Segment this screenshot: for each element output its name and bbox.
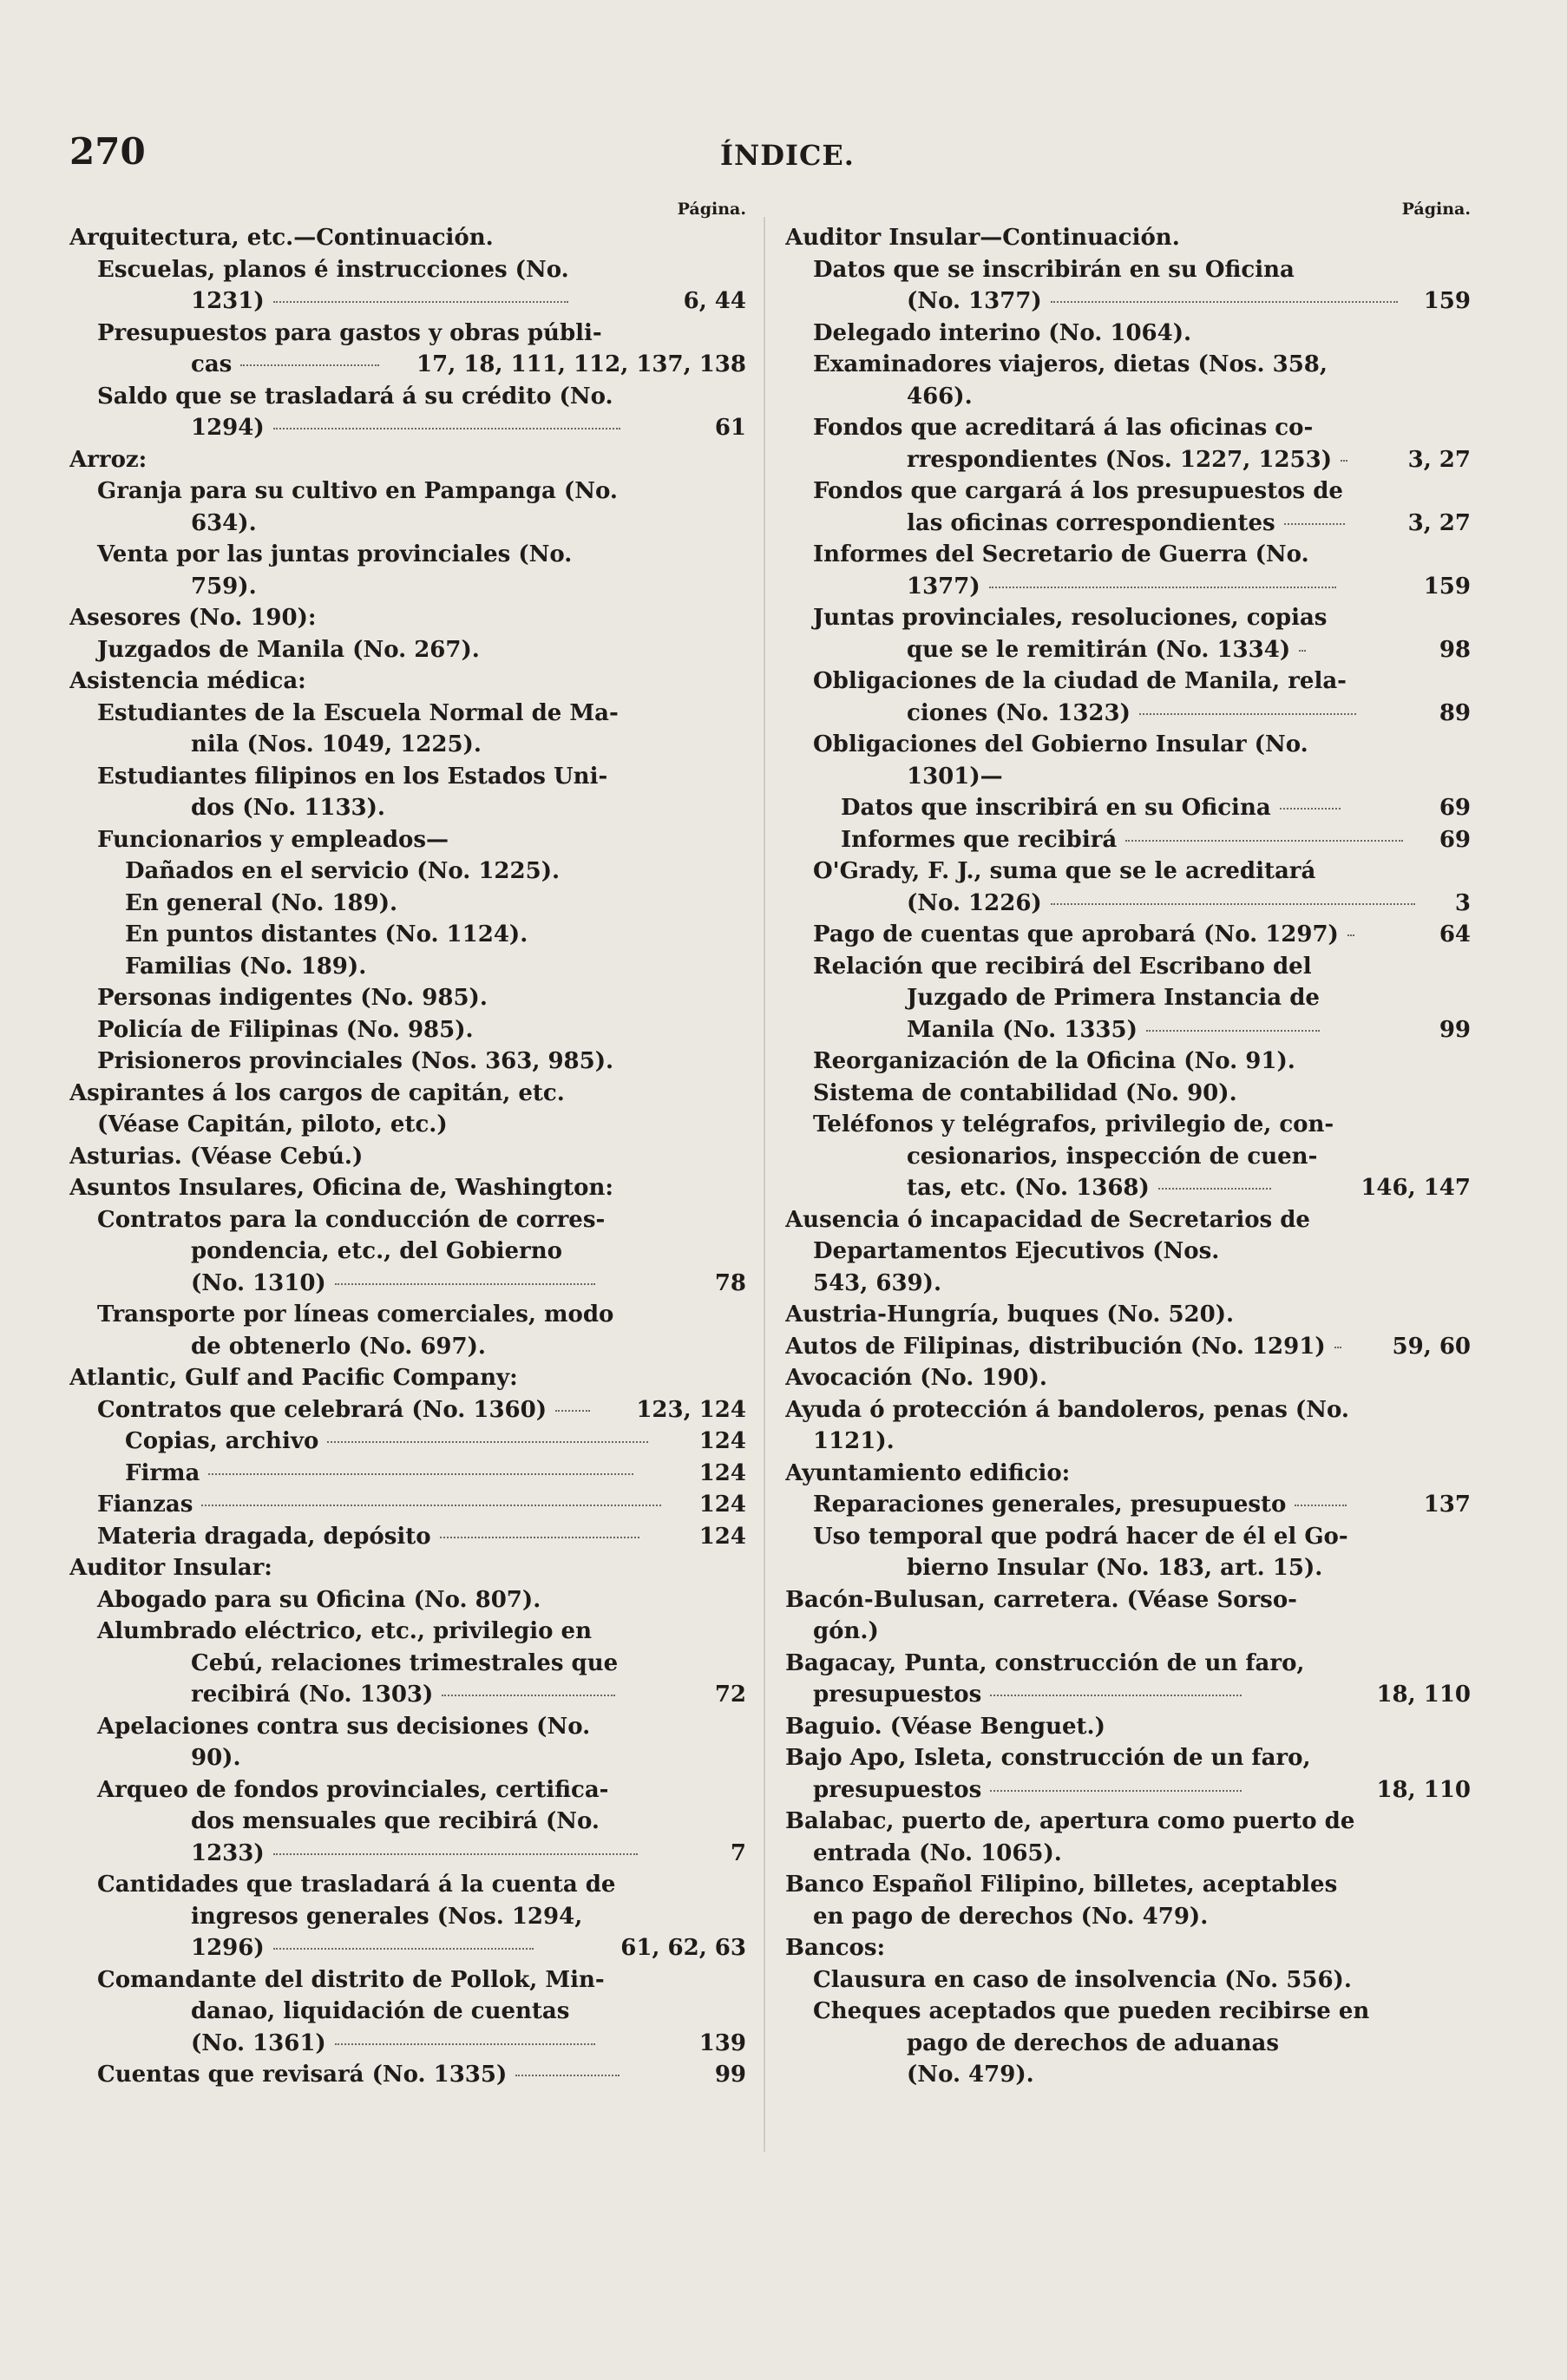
leader-dots <box>327 1441 648 1443</box>
entry-continuation: (No. 1361) <box>69 2028 746 2060</box>
entry-text: Datos que inscribirá en su Oficina <box>785 792 1471 824</box>
index-entry <box>69 982 746 1014</box>
index-entry <box>785 475 1471 539</box>
entry-text: Bacón-Bulusan, carretera. (Véase Sorso- <box>785 1586 1297 1613</box>
entry-text: Examinadores viajeros, dietas (Nos. 358, <box>813 351 1328 377</box>
index-entry <box>785 1648 1471 1711</box>
entry-text: Uso temporal que podrá hacer de él el Go- <box>813 1523 1348 1550</box>
entry-text: Materia dragada, depósito <box>69 1521 746 1553</box>
entry-continuation: en pago de derechos (No. 479). <box>813 1903 1209 1930</box>
entry-text: Presupuestos para gastos y obras públi- <box>97 319 602 346</box>
page-refs: 124 <box>698 1523 746 1550</box>
entry-continuation: 543, 639). <box>813 1269 942 1296</box>
entry-text: Ausencia ó incapacidad de Secretarios de <box>785 1206 1310 1233</box>
entry-text: Juzgados de Manila (No. 267). <box>97 636 480 663</box>
entry-continuation: 466). <box>907 383 973 410</box>
entry-text: Bagacay, Punta, construcción de un faro, <box>785 1649 1305 1676</box>
entry-continuation: gón.) <box>813 1618 879 1644</box>
entry-continuation: (No. 1310) <box>69 1268 746 1300</box>
leader-dots <box>442 1695 615 1696</box>
entry-text: Saldo que se trasladará á su crédito (No. <box>97 383 613 410</box>
entry-continuation: 1121). <box>813 1428 895 1454</box>
entry-text: Juntas provinciales, resoluciones, copias <box>813 605 1328 631</box>
page-refs: 78 <box>714 1269 746 1296</box>
entry-text: Asuntos Insulares, Oficina de, Washington: <box>69 1175 613 1201</box>
index-entry <box>785 222 1471 254</box>
entry-text: Firma <box>69 1458 746 1490</box>
leader-dots <box>335 2043 595 2045</box>
entry-continuation: nila (Nos. 1049, 1225). <box>191 731 482 757</box>
leader-dots <box>1347 934 1354 936</box>
leader-dots <box>1051 301 1398 303</box>
entry-text: Policía de Filipinas (No. 985). <box>97 1016 474 1043</box>
page-refs: 64 <box>1439 921 1471 947</box>
page-refs: 123, 124 <box>636 1396 746 1423</box>
entry-continuation: Cebú, relaciones trimestrales que <box>191 1649 619 1676</box>
index-entry <box>69 665 746 698</box>
page-refs: 6, 44 <box>683 288 746 314</box>
entry-text: Asistencia médica: <box>69 668 306 694</box>
entry-text: Contratos que celebrará (No. 1360) <box>69 1394 746 1426</box>
column-divider <box>764 217 765 2152</box>
leader-dots <box>273 1853 638 1855</box>
entry-continuation: pondencia, etc., del Gobierno <box>191 1238 562 1264</box>
index-entry <box>785 1489 1471 1521</box>
index-entry <box>69 475 746 539</box>
left-entries <box>69 222 746 2091</box>
running-head: ÍNDICE. <box>720 139 855 172</box>
index-entry <box>69 1046 746 1078</box>
entry-continuation: recibirá (No. 1303) <box>69 1679 746 1711</box>
entry-continuation: (No. 479). <box>907 2062 1034 2088</box>
page-refs: 7 <box>730 1839 746 1866</box>
index-entry <box>785 1711 1471 1743</box>
entry-text: Asturias. (Véase Cebú.) <box>69 1143 364 1170</box>
index-entry <box>785 951 1471 1046</box>
entry-text: Balabac, puerto de, apertura como puerto de <box>785 1808 1355 1834</box>
page-refs: 159 <box>1423 573 1471 600</box>
entry-continuation: (Véase Capitán, piloto, etc.) <box>97 1111 448 1138</box>
leader-dots <box>1139 713 1356 715</box>
page-number: 270 <box>69 130 146 173</box>
entry-text: Atlantic, Gulf and Pacific Company: <box>69 1365 518 1391</box>
index-entry <box>785 1109 1471 1204</box>
leader-dots <box>990 1695 1242 1696</box>
entry-continuation: 1296) <box>69 1932 746 1964</box>
entry-text: Granja para su cultivo en Pampanga (No. <box>97 478 618 504</box>
entry-text: Bajo Apo, Isleta, construcción de un faro, <box>785 1745 1311 1771</box>
page-refs: 3, 27 <box>1407 509 1471 536</box>
index-entry <box>785 792 1471 824</box>
index-entry <box>69 1584 746 1616</box>
entry-text: Cheques aceptados que pueden recibirse en <box>813 1998 1370 2024</box>
entry-text: Venta por las juntas provinciales (No. <box>97 541 573 567</box>
leader-dots <box>1146 1030 1320 1032</box>
entry-continuation: de obtenerlo (No. 697). <box>191 1333 486 1360</box>
page-refs: 124 <box>698 1459 746 1486</box>
entry-text: Alumbrado eléctrico, etc., privilegio en <box>97 1618 593 1644</box>
entry-text: Auditor Insular: <box>69 1555 272 1581</box>
index-entry <box>785 318 1471 350</box>
index-entry <box>69 1362 746 1394</box>
entry-continuation: danao, liquidación de cuentas <box>191 1998 570 2024</box>
entry-text: Copias, archivo <box>69 1426 746 1458</box>
entry-text: Delegado interino (No. 1064). <box>813 319 1192 346</box>
entry-continuation: presupuestos <box>785 1679 1471 1711</box>
index-entry <box>785 412 1471 475</box>
index-entry <box>785 1362 1471 1394</box>
entry-continuation: 1377) <box>785 571 1471 603</box>
entry-continuation: pago de derechos de aduanas <box>907 2029 1280 2056</box>
entry-text: Auditor Insular—Continuación. <box>785 225 1180 251</box>
leader-dots <box>515 2075 620 2076</box>
entry-text: Dañados en el servicio (No. 1225). <box>125 858 561 884</box>
entry-text: Estudiantes de la Escuela Normal de Ma- <box>97 699 619 726</box>
index-entry <box>69 856 746 888</box>
index-entry <box>785 1742 1471 1806</box>
index-entry <box>785 1299 1471 1331</box>
entry-text: Relación que recibirá del Escribano del <box>813 953 1312 980</box>
index-entry <box>69 1521 746 1553</box>
left-column <box>69 196 746 2091</box>
page-refs: 3 <box>1454 889 1471 916</box>
index-entry <box>69 1616 746 1711</box>
leader-dots <box>273 1948 534 1950</box>
entry-continuation: tas, etc. (No. 1368) <box>785 1172 1471 1204</box>
page-refs: 59, 60 <box>1392 1333 1471 1360</box>
leader-dots <box>1051 903 1415 905</box>
entry-continuation: presupuestos <box>785 1774 1471 1806</box>
leader-dots <box>1125 840 1403 842</box>
entry-text: Arqueo de fondos provinciales, certifica- <box>97 1776 609 1803</box>
index-entry <box>69 1204 746 1300</box>
index-entry <box>785 1964 1471 1996</box>
entry-text: Ayuda ó protección á bandoleros, penas (No. <box>785 1396 1349 1423</box>
leader-dots <box>440 1537 639 1538</box>
index-entry <box>69 951 746 983</box>
leader-dots <box>273 428 620 429</box>
entry-continuation: entrada (No. 1065). <box>813 1839 1062 1866</box>
entry-text: Avocación (No. 190). <box>785 1365 1047 1391</box>
page-refs: 3, 27 <box>1407 446 1471 473</box>
entry-continuation: 1301)— <box>907 763 1003 790</box>
leader-dots <box>990 1790 1242 1792</box>
index-entry <box>69 1078 746 1141</box>
entry-continuation: (No. 1377) <box>785 285 1471 318</box>
index-entry <box>69 602 746 634</box>
entry-text: Baguio. (Véase Benguet.) <box>785 1713 1105 1740</box>
page-refs: 17, 18, 111, 112, 137, 138 <box>416 351 746 377</box>
index-entry <box>69 1394 746 1426</box>
index-entry <box>69 634 746 666</box>
index-entry <box>785 349 1471 412</box>
entry-text: En puntos distantes (No. 1124). <box>125 921 528 947</box>
index-entry <box>69 698 746 761</box>
entry-text: Estudiantes filipinos en los Estados Uni- <box>97 763 608 790</box>
page-refs: 146, 147 <box>1360 1175 1471 1201</box>
leader-dots <box>335 1283 595 1285</box>
leader-dots <box>201 1505 661 1506</box>
entry-text: Bancos: <box>785 1935 886 1961</box>
index-entry <box>69 1774 746 1870</box>
entry-text: Informes que recibirá <box>785 824 1471 856</box>
index-entry <box>785 1996 1471 2091</box>
entry-continuation: ingresos generales (Nos. 1294, <box>191 1903 583 1930</box>
entry-continuation: Manila (No. 1335) <box>785 1014 1471 1046</box>
index-entry <box>785 856 1471 919</box>
index-entry <box>69 1172 746 1204</box>
index-entry <box>69 1014 746 1046</box>
index-entry <box>785 1584 1471 1648</box>
page-refs: 99 <box>714 2062 746 2088</box>
index-entry <box>785 1204 1471 1300</box>
entry-continuation: Juzgado de Primera Instancia de <box>907 985 1320 1011</box>
page-refs: 137 <box>1423 1492 1471 1518</box>
page-refs: 61 <box>714 415 746 441</box>
entry-text: Obligaciones del Gobierno Insular (No. <box>813 731 1308 757</box>
leader-dots <box>273 301 568 303</box>
leader-dots <box>555 1410 590 1412</box>
entry-continuation: las oficinas correspondientes <box>785 508 1471 540</box>
entry-text: Cuentas que revisará (No. 1335) <box>69 2059 746 2091</box>
entry-text: O'Grady, F. J., suma que se le acreditará <box>813 858 1316 884</box>
leader-dots <box>1334 1347 1341 1348</box>
entry-text: Escuelas, planos é instrucciones (No. <box>97 256 569 283</box>
leader-dots <box>1341 460 1347 462</box>
index-entry <box>69 444 746 476</box>
index-entry <box>69 318 746 381</box>
page-refs: 61, 62, 63 <box>620 1935 746 1961</box>
leader-dots <box>1295 1505 1347 1506</box>
page-refs: 98 <box>1439 636 1471 663</box>
entry-continuation: 634). <box>191 509 257 536</box>
entry-text: Clausura en caso de insolvencia (No. 556). <box>813 1966 1352 1993</box>
leader-dots <box>1158 1188 1271 1190</box>
entry-text: Datos que se inscribirán en su Oficina <box>813 256 1295 283</box>
entry-continuation: 759). <box>191 573 257 600</box>
entry-text: Prisioneros provinciales (Nos. 363, 985). <box>97 1048 614 1074</box>
index-entry <box>69 222 746 254</box>
index-entry <box>69 888 746 920</box>
index-entry <box>69 1964 746 2060</box>
index-entry <box>785 1932 1471 1964</box>
entry-text: Arquitectura, etc.—Continuación. <box>69 225 494 251</box>
leader-dots <box>1299 650 1306 652</box>
entry-text: Fondos que acreditará á las oficinas co- <box>813 415 1314 441</box>
page-refs: 89 <box>1439 699 1471 726</box>
page-refs: 124 <box>698 1492 746 1518</box>
index-entry <box>69 1489 746 1521</box>
index-entry <box>69 1711 746 1774</box>
entry-text: Sistema de contabilidad (No. 90). <box>813 1079 1237 1106</box>
entry-text: Familias (No. 189). <box>125 953 367 980</box>
page-refs: 99 <box>1439 1016 1471 1043</box>
entry-continuation: bierno Insular (No. 183, art. 15). <box>907 1555 1323 1581</box>
index-entry <box>785 602 1471 665</box>
index-entry <box>69 539 746 602</box>
index-entry <box>785 1806 1471 1869</box>
entry-continuation: rrespondientes (Nos. 1227, 1253) <box>785 444 1471 476</box>
entry-text: Banco Español Filipino, billetes, aceptables <box>785 1872 1338 1898</box>
entry-text: Personas indigentes (No. 985). <box>97 985 488 1011</box>
entry-continuation: (No. 1226) <box>785 888 1471 920</box>
leader-dots <box>1284 523 1345 525</box>
page-refs: 18, 110 <box>1376 1682 1471 1708</box>
entry-text: Obligaciones de la ciudad de Manila, rela- <box>813 668 1347 694</box>
page-refs: 18, 110 <box>1376 1776 1471 1803</box>
entry-text: Asesores (No. 190): <box>69 605 317 631</box>
index-entry <box>69 2059 746 2091</box>
page-refs: 139 <box>698 2029 746 2056</box>
entry-continuation: 1231) <box>69 285 746 318</box>
leader-dots <box>208 1473 633 1475</box>
entry-text: Pago de cuentas que aprobará (No. 1297) <box>785 919 1471 951</box>
index-entry <box>69 381 746 444</box>
entry-text: Autos de Filipinas, distribución (No. 1291) <box>785 1331 1471 1363</box>
entry-text: Ayuntamiento edificio: <box>785 1459 1071 1486</box>
entry-continuation: 1294) <box>69 412 746 444</box>
entry-text: Reorganización de la Oficina (No. 91). <box>813 1048 1295 1074</box>
index-entry <box>785 1046 1471 1078</box>
index-entry <box>785 1078 1471 1110</box>
entry-text: Informes del Secretario de Guerra (No. <box>813 541 1309 567</box>
page-refs: 72 <box>714 1682 746 1708</box>
entry-continuation: cesionarios, inspección de cuen- <box>907 1143 1318 1170</box>
right-column <box>785 196 1471 2091</box>
index-entry <box>69 824 746 856</box>
index-entry <box>785 539 1471 602</box>
index-entry <box>785 1394 1471 1458</box>
index-entry <box>69 1141 746 1173</box>
index-entry <box>785 1869 1471 1932</box>
page-refs: 69 <box>1439 826 1471 853</box>
index-entry <box>785 1458 1471 1490</box>
page-refs: 69 <box>1439 795 1471 821</box>
pagina-label: Página. <box>1401 200 1471 219</box>
page-refs: 124 <box>698 1428 746 1454</box>
index-entry <box>785 665 1471 729</box>
entry-text: Reparaciones generales, presupuesto <box>785 1489 1471 1521</box>
index-entry <box>69 919 746 951</box>
entry-continuation: cas <box>69 349 746 381</box>
entry-text: Funcionarios y empleados— <box>97 826 449 853</box>
entry-text: Apelaciones contra sus decisiones (No. <box>97 1713 591 1740</box>
entry-text: Fianzas <box>69 1489 746 1521</box>
entry-text: Fondos que cargará á los presupuestos de <box>813 478 1343 504</box>
entry-text: Abogado para su Oficina (No. 807). <box>97 1586 541 1613</box>
entry-text: Austria-Hungría, buques (No. 520). <box>785 1301 1235 1328</box>
leader-dots <box>1280 808 1341 810</box>
entry-text: Comandante del distrito de Pollok, Min- <box>97 1966 605 1993</box>
index-entry <box>785 1331 1471 1363</box>
entry-continuation: dos (No. 1133). <box>191 795 385 821</box>
index-entry <box>69 254 746 318</box>
index-entry <box>69 1869 746 1964</box>
entry-continuation: dos mensuales que recibirá (No. <box>191 1808 600 1834</box>
index-entry <box>785 729 1471 792</box>
entry-text: En general (No. 189). <box>125 889 398 916</box>
entry-continuation: ciones (No. 1323) <box>785 698 1471 730</box>
entry-text: Transporte por líneas comerciales, modo <box>97 1301 614 1328</box>
entry-text: Teléfonos y telégrafos, privilegio de, con- <box>813 1111 1334 1138</box>
entry-continuation: Departamentos Ejecutivos (Nos. <box>813 1238 1220 1264</box>
index-entry <box>785 1521 1471 1584</box>
pagina-label: Página. <box>677 200 746 219</box>
entry-continuation: 1233) <box>69 1838 746 1870</box>
entry-text: Cantidades que trasladará á la cuenta de <box>97 1872 616 1898</box>
entry-continuation: que se le remitirán (No. 1334) <box>785 634 1471 666</box>
index-entry <box>785 824 1471 856</box>
entry-text: Arroz: <box>69 446 148 473</box>
index-entry <box>69 1426 746 1458</box>
index-entry <box>69 1458 746 1490</box>
right-entries <box>785 222 1471 2091</box>
index-entry <box>785 919 1471 951</box>
entry-continuation: 90). <box>191 1745 241 1771</box>
page-refs: 159 <box>1423 288 1471 314</box>
index-entry <box>69 1552 746 1584</box>
index-entry <box>785 254 1471 318</box>
entry-text: Aspirantes á los cargos de capitán, etc. <box>69 1079 565 1106</box>
leader-dots <box>240 364 379 366</box>
index-entry <box>69 761 746 824</box>
entry-text: Contratos para la conducción de corres- <box>97 1206 606 1233</box>
leader-dots <box>989 587 1336 588</box>
index-entry <box>69 1299 746 1362</box>
